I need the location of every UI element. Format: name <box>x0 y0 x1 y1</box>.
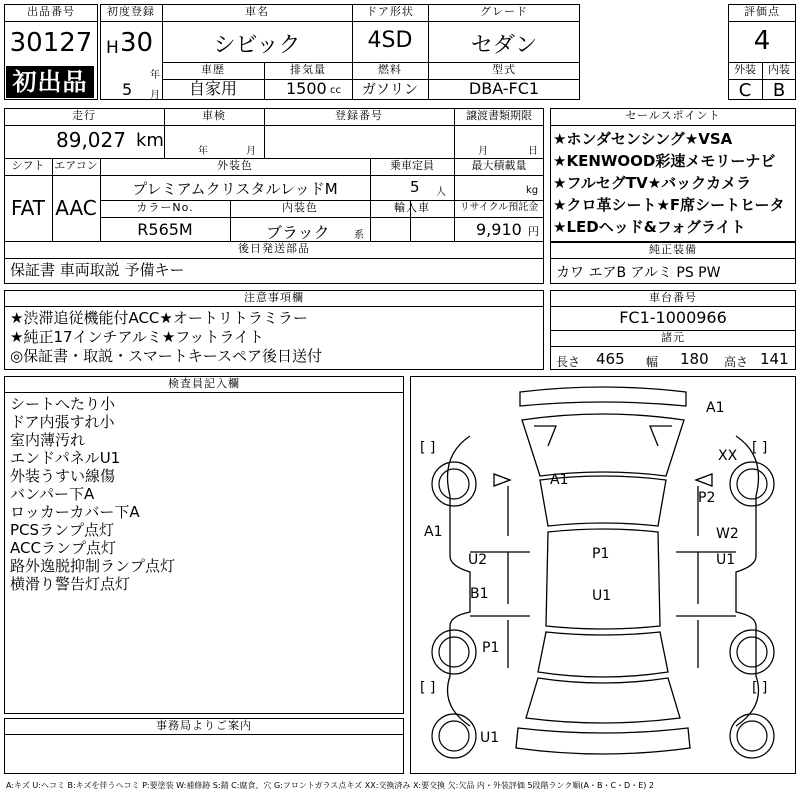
reg-no-label: 登録番号 <box>335 109 383 122</box>
first-reg-label: 初度登録 <box>107 5 155 18</box>
sales-points-label: セールスポイント <box>625 109 721 122</box>
int-color-label: 内装色 <box>282 201 318 214</box>
height-label: 高さ <box>724 355 749 369</box>
type-label: 型式 <box>492 63 516 76</box>
sales-point: ★クロ革シート★F席シートヒータ <box>553 196 785 214</box>
recycle-value: 9,910 <box>476 220 522 239</box>
capacity-value: 5 <box>410 178 420 196</box>
mileage-value: 89,027 <box>56 128 126 152</box>
inspector-notes <box>10 395 175 593</box>
damage-roof-rear: U1 <box>592 588 612 604</box>
grade-label: グレード <box>480 5 528 18</box>
damage-left-rear-fender: P1 <box>482 640 500 656</box>
mileage-label: 走行 <box>72 109 96 122</box>
inspector-note: PCSランプ点灯 <box>10 521 115 539</box>
max-load-label: 最大積載量 <box>471 159 527 172</box>
damage-left-rear-door: B1 <box>470 586 489 602</box>
inspector-label: 検査員記入欄 <box>168 377 240 390</box>
sales-points-list <box>553 128 795 238</box>
inspector-note: 路外逸脱抑制ランプ点灯 <box>10 557 176 575</box>
inspector-note: ロッカーカバー下A <box>10 503 140 521</box>
chassis-label: 車台番号 <box>649 291 697 304</box>
inspector-note: ドア内張すれ小 <box>10 413 115 431</box>
recycle-label: リサイクル預託金 <box>459 202 539 213</box>
door-value: 4SD <box>367 28 413 53</box>
inspection-label: 車検 <box>202 109 226 122</box>
color-no-value: R565M <box>137 220 193 239</box>
recycle-unit: 円 <box>528 225 539 238</box>
max-load-unit: kg <box>526 185 539 196</box>
import-label: 輸入車 <box>394 201 430 214</box>
capacity-unit: 人 <box>436 187 446 198</box>
ext-color-value: プレミアムクリスタルレッドM <box>132 180 338 198</box>
sales-point: ★LEDヘッド&フォグライト <box>553 218 746 236</box>
transfer-day-unit: 日 <box>528 146 538 157</box>
bracket-right-rear: [ ] <box>752 680 768 696</box>
reg-month: 5 <box>122 80 133 99</box>
shift-label: シフト <box>11 159 45 172</box>
ext-color-label: 外装色 <box>217 159 253 172</box>
later-parts-value: 保証書 車両取説 予備キー <box>10 261 185 279</box>
caution-line: ◎保証書・取説・スマートキースペア後日送付 <box>10 347 323 365</box>
width-value: 180 <box>680 350 709 368</box>
int-color-value: ブラック <box>266 223 330 242</box>
exterior-label: 外装 <box>734 63 756 76</box>
shift-value: FAT <box>10 196 45 220</box>
damage-front-right: A1 <box>706 400 725 416</box>
history-label: 車歴 <box>201 63 225 76</box>
office-label: 事務局よりご案内 <box>156 719 252 732</box>
exterior-value: C <box>738 80 752 101</box>
damage-hood: A1 <box>550 472 569 488</box>
first-listing-badge: 初出品 <box>6 66 94 98</box>
transfer-month-unit: 月 <box>478 146 488 157</box>
score-label: 評価点 <box>744 5 780 18</box>
month-unit: 月 <box>150 90 160 101</box>
length-label: 長さ <box>556 355 581 369</box>
length-value: 465 <box>596 350 625 368</box>
inspection-month-unit: 月 <box>246 146 256 157</box>
model-name: シビック <box>213 33 301 58</box>
damage-right-rear-door: U1 <box>716 552 736 568</box>
later-parts-label: 後日発送部品 <box>238 242 310 255</box>
mileage-unit: km <box>136 130 164 151</box>
inspector-note: 室内薄汚れ <box>10 431 86 449</box>
specs-label: 諸元 <box>661 331 685 344</box>
damage-roof: P1 <box>592 546 610 562</box>
caution-line: ★渋滞追従機能付ACC★オートリトラミラー <box>10 309 308 327</box>
sales-point: ★KENWOOD彩速メモリーナビ <box>553 152 776 170</box>
damage-rear-bumper: U1 <box>480 730 500 746</box>
interior-label: 内装 <box>768 63 790 76</box>
sales-point: ★フルセグTV★バックカメラ <box>553 174 752 192</box>
inspector-note: 外装うすい線傷 <box>10 467 116 485</box>
damage-right-front-door-upper: P2 <box>698 490 716 506</box>
displacement-unit: cc <box>330 85 341 96</box>
width-label: 幅 <box>646 355 659 369</box>
legend: A:キズ U:ヘコミ B:キズを伴うヘコミ P:要塗装 W:補修跡 S:錆 C:腐食、穴 G:フロントガラス点キズ XX:交換済み X:要交換 欠:欠品 内・外装評価 5段階ランク順(A・B・C・D・E) 2 <box>6 781 655 790</box>
damage-right-fender: XX <box>718 448 738 464</box>
fuel-value: ガソリン <box>362 82 418 98</box>
inspector-note: ACCランプ点灯 <box>10 539 116 557</box>
model-label: 車名 <box>245 5 269 18</box>
inspector-note: バンパー下A <box>10 485 95 503</box>
equipment-value: カワ エアB アルミ PS PW <box>556 265 721 281</box>
reg-year: 30 <box>120 28 154 58</box>
bracket-left-rear: [ ] <box>420 680 436 696</box>
damage-right-front-door: W2 <box>716 526 739 542</box>
bracket-left-front: [ ] <box>420 440 436 456</box>
era: H <box>106 38 119 58</box>
color-no-label: カラーNo. <box>136 201 194 214</box>
transfer-label: 譲渡書類期限 <box>466 109 532 122</box>
ac-label: エアコン <box>54 159 98 172</box>
capacity-label: 乗車定員 <box>390 159 434 172</box>
damage-left-front-door: U2 <box>468 552 488 568</box>
displacement-label: 排気量 <box>290 63 326 76</box>
caution-line: ★純正17インチアルミ★フットライト <box>10 328 264 346</box>
car-outline <box>410 376 796 774</box>
lot-number-label: 出品番号 <box>27 5 75 18</box>
year-unit: 年 <box>150 70 160 81</box>
history-value: 自家用 <box>188 79 237 98</box>
bracket-right-front: [ ] <box>752 440 768 456</box>
caution-lines <box>10 309 322 366</box>
damage-left-fender: A1 <box>424 524 443 540</box>
inspection-year-unit: 年 <box>198 146 208 157</box>
int-color-suffix: 系 <box>354 230 364 241</box>
height-value: 141 <box>760 350 789 368</box>
inspector-note: シートへたり小 <box>10 395 116 413</box>
ac-value: AAC <box>55 196 97 220</box>
inspector-note: 横滑り警告灯点灯 <box>10 575 131 593</box>
equipment-label: 純正装備 <box>649 243 697 256</box>
sales-point: ★ホンダセンシング★VSA <box>553 130 733 148</box>
fuel-label: 燃料 <box>378 63 402 76</box>
score-value: 4 <box>753 26 771 56</box>
type-value: DBA-FC1 <box>468 79 540 98</box>
caution-label: 注意事項欄 <box>244 291 304 304</box>
interior-value: B <box>772 80 786 101</box>
inspector-note: エンドパネルU1 <box>10 449 121 467</box>
grade-value: セダン <box>470 33 538 58</box>
lot-number: 30127 <box>9 28 93 58</box>
displacement-value: 1500 <box>286 79 327 98</box>
chassis-value: FC1-1000966 <box>619 308 727 327</box>
door-label: ドア形状 <box>366 5 414 18</box>
